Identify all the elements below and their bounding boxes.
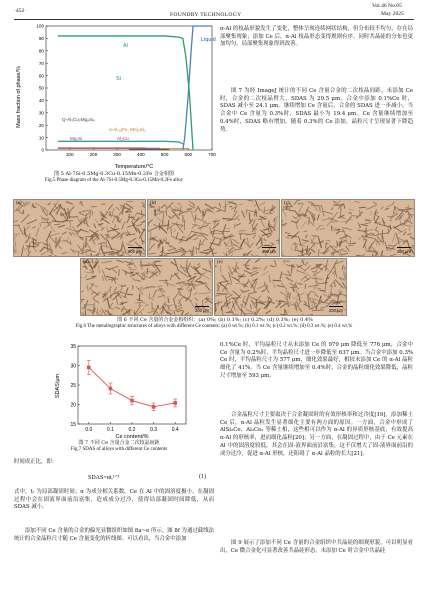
sdas-point — [130, 399, 134, 403]
micrograph-b — [147, 199, 280, 257]
fig6-caption-cn: 图 6 不同 Ce 含量的合金金相组织：(a) 0%; (b) 0.1%; (c) 0.2%; (d) 0.3%; (e) 0.4% — [117, 317, 313, 323]
phase-label-al2cu: Al₂Cu — [117, 136, 129, 141]
phase-label-alfe: α-Al₁₅(Fe, Mn)₃Si₂ — [109, 127, 146, 132]
eutectic-silicon-particle — [316, 264, 323, 265]
eutectic-silicon-particle — [252, 268, 257, 269]
page-number: ·452· — [14, 8, 27, 14]
sdas-x-tick-label: 0.2 — [128, 427, 136, 433]
eutectic-silicon-particle — [220, 266, 221, 273]
sdas-y-tick-label: 25 — [70, 382, 76, 389]
sdas-y-tick-label: 35 — [70, 343, 76, 350]
phase-label-si: Si — [116, 76, 121, 82]
phase-diagram-ylabel: Mass fraction of phase/% — [16, 66, 22, 128]
micrograph-d — [80, 258, 213, 316]
x-tick-label: 500 — [160, 152, 169, 157]
phase-label-liquid: Liquid — [201, 37, 216, 43]
equation-number: (1) — [199, 474, 206, 480]
phase-label-mg2si: Mg₂Si — [70, 136, 83, 141]
scale-bar-c: 200 μm — [396, 249, 411, 254]
scale-bar-b: 200 μm — [261, 249, 276, 254]
eutectic-silicon-particle — [216, 233, 223, 234]
y-tick-label: 30 — [38, 110, 44, 116]
x-tick-label: 700 — [208, 152, 216, 157]
eutectic-silicon-particle — [305, 284, 306, 289]
eutectic-silicon-particle — [126, 271, 127, 275]
eutectic-silicon-particle — [168, 298, 169, 303]
sdas-ylabel: SDAS/μm — [55, 373, 61, 399]
eutectic-silicon-particle — [54, 224, 60, 225]
phase-label-q: Q-Al₅Cu₂Mg₈Si₆ — [62, 117, 95, 122]
phase-line-al — [58, 36, 193, 150]
y-tick-label: 20 — [38, 122, 44, 128]
fig5-caption-cn: 图 5 Al-7Si-0.5Mg-0.3Cu-0.15Mn-0.2Fe 合金相图 — [54, 171, 174, 177]
eutectic-silicon-particle — [61, 212, 62, 217]
issue-date: May 2025 — [381, 11, 404, 17]
x-tick-label: 400 — [137, 152, 145, 157]
sdas-xlabel: Ce content/% — [115, 434, 149, 440]
phase-line-liquid — [183, 26, 212, 150]
sdas-point — [173, 401, 177, 405]
fig6-caption-en: Fig.6 The metallographic structures of alloys with different Ce contents: (a) 0 wt.%; (b) 0.1 wt.%; (c) 0.2 wt.%; (d) 0.3 wt.%; (e) 0.4 wt.% — [75, 324, 353, 329]
left-paragraph-1: 时间成正比，即： — [14, 459, 58, 465]
right-paragraph-1: α-Al 的枝晶形貌发生了变化，整体呈现连续网状结构，但分布较不均匀，存在局部聚集现象；添加 Ce 后，α-Al 枝晶形态变得规则有序。同时共晶硅的分布也更加均匀，局部聚集现象得到改善。 — [220, 26, 413, 48]
header-rule — [14, 19, 414, 20]
panel-label-e: (e) — [217, 260, 223, 265]
eutectic-silicon-particle — [139, 293, 140, 301]
micrograph-e — [214, 258, 347, 316]
eutectic-silicon-particle — [284, 261, 290, 262]
sdas-point — [87, 366, 91, 370]
fig5-caption-en: Fig.5 Phase diagram of the Al-7Si-0.5Mg-0.3Cu-0.15Mn-0.2Fe alloy — [44, 178, 184, 183]
eutectic-silicon-particle — [102, 252, 111, 253]
scale-bar-e: 200 μm — [328, 308, 343, 313]
sdas-point — [109, 387, 113, 391]
sdas-plot-frame — [78, 346, 186, 424]
micrograph-a — [13, 199, 146, 257]
eutectic-silicon-particle — [152, 302, 153, 310]
y-tick-label: 10 — [38, 135, 44, 141]
sdas-y-tick-label: 30 — [70, 363, 76, 370]
volume-info: Vol.46 No.05 — [372, 3, 402, 9]
panel-label-b: (b) — [150, 201, 156, 206]
scale-bar-d: 200 μm — [194, 308, 209, 313]
fig7-caption-en: Fig.7 SDAS of alloys with different Ce contents — [70, 447, 168, 452]
y-tick-label: 80 — [38, 48, 44, 54]
x-tick-label: 300 — [113, 152, 121, 157]
right-paragraph-4: 合金晶粒尺寸主要取决于合金凝固时的有效形核率和过冷度[19]。添加稀土 Ce 后，α-Al 晶粒发生显著细化主要有两方面的原因。一方面，合金中形成了 AlSi₂Ce、Al₃Ce₂ 等稀土相，这些相可以作为 α-Al 的异质形核基底，有效提高 α-Al 的形核率，进而细化晶粒[20]；另一方面，在凝固过程中，由于 Ce 元素在 Al 中的固溶度较低，其会在固-液界面前沿富集，这不仅增大了固-液界面前沿的成分过冷，促进 α-Al 形核，还阻碍了 α-Al 晶粒的长大[21]。 — [220, 412, 413, 457]
eutectic-silicon-particle — [186, 209, 192, 210]
eutectic-silicon-particle — [283, 207, 292, 208]
x-tick-label: 100 — [65, 152, 74, 157]
equation-1: SDAS=αtᵣ¹ᐟ³ — [88, 475, 120, 481]
eutectic-silicon-particle — [268, 296, 269, 300]
eutectic-silicon-particle — [70, 221, 71, 229]
eutectic-silicon-particle — [119, 269, 120, 276]
left-paragraph-3: 添加不同 Ce 含量的合金的偏光显微组织如图 8a~e 所示。图 8f 为通过截线法统计的合金晶粒尺寸随 Ce 含量变化的折线图。可以看出，当合金中添加 — [14, 528, 214, 542]
sdas-x-tick-label: 0.4 — [171, 427, 179, 433]
eutectic-silicon-particle — [303, 215, 307, 216]
eutectic-silicon-particle — [290, 293, 291, 299]
panel-label-c: (c) — [284, 201, 290, 206]
phase-line-si — [58, 141, 183, 143]
y-tick-label: 100 — [36, 23, 44, 29]
eutectic-silicon-particle — [359, 207, 366, 208]
panel-label-d: (d) — [83, 260, 89, 265]
right-paragraph-5: 图 9 展示了添加不同 Ce 含量的合金组织中共晶硅的细观形貌。可以明显看出，Ce 微合金化可显著改善共晶硅形态。未添加 Ce 时合金中共晶硅 — [220, 540, 413, 554]
y-tick-label: 70 — [38, 60, 44, 66]
x-tick-label: 200 — [89, 152, 98, 157]
left-paragraph-2: 式中，tᵣ 为局部凝固时间；α 为成分相关系数。Ce 在 Al 中的固溶度极小，在凝固过程中会在固液界面前沿富集，造成成分过冷，使得局部凝固时间降低，从而 SDAS 减小。 — [14, 489, 214, 511]
y-tick-label: 0 — [41, 147, 44, 153]
sdas-y-tick-label: 15 — [70, 421, 76, 428]
right-paragraph-3: 0.1%Ce 时，平均晶粒尺寸从未添加 Ce 的 979 μm 降低至 776 μm，合金中 Ce 含量为 0.2%时，平均晶粒尺寸进一步降低至 637 μm。当合金中添加 0.3% Ce 时，平均晶粒尺寸为 577 μm，细化效果最好，相较未添加 Ce 的 α-Al 晶粒细化了 41%。当 Ce 含量继续增加至 0.4%时，合金的晶粒细化效果降低，晶粒尺寸增加至 593 μm。 — [220, 342, 413, 379]
sdas-y-tick-label: 20 — [70, 402, 76, 409]
y-tick-label: 90 — [38, 36, 44, 42]
micrograph-c — [281, 199, 415, 257]
x-tick-label: 600 — [184, 152, 193, 157]
sdas-x-tick-label: 0.0 — [85, 427, 93, 433]
fig7-caption-cn: 图 7 不同 Ce 含量合金二次枝晶间距 — [78, 440, 160, 446]
phase-diagram — [16, 22, 216, 170]
y-tick-label: 60 — [38, 73, 44, 79]
eutectic-silicon-particle — [233, 298, 239, 299]
phase-diagram-xlabel: Temperature/°C — [114, 164, 154, 170]
eutectic-silicon-particle — [289, 210, 296, 211]
y-tick-label: 40 — [38, 98, 44, 104]
sdas-x-tick-label: 0.3 — [150, 427, 158, 433]
right-paragraph-2: 图 7 为经 ImageJ 统计的不同 Ce 含量合金的二次枝晶间距。未添加 Ce 时，合金的二次枝晶臂大，SDAS 为 29.5 μm。合金中添加 0.1%Ce 时，SDAS 减小至 24.1 μm。继续增加 Ce 含量后，合金的 SDAS 进一步减小，当合金中 Ce 含量为 0.3%时，SDAS 最小为 19.4 μm。Ce 含量继续增加至 0.4%时，SDAS 略有增加。随着 0.3%的 Ce 添加，晶粒尺寸呈现显著下降趋势。 — [220, 88, 413, 133]
journal-name: FOUNDRY TECHNOLOGY — [170, 12, 242, 18]
eutectic-silicon-particle — [213, 221, 216, 222]
phase-label-al: Al — [123, 43, 128, 49]
eutectic-silicon-particle — [353, 243, 356, 244]
panel-label-a: (a) — [16, 201, 22, 206]
y-tick-label: 50 — [38, 85, 44, 91]
sdas-point — [152, 405, 156, 409]
scale-bar-a: 200 μm — [127, 249, 142, 254]
sdas-x-tick-label: 0.1 — [106, 427, 114, 433]
sdas-chart — [54, 340, 194, 440]
